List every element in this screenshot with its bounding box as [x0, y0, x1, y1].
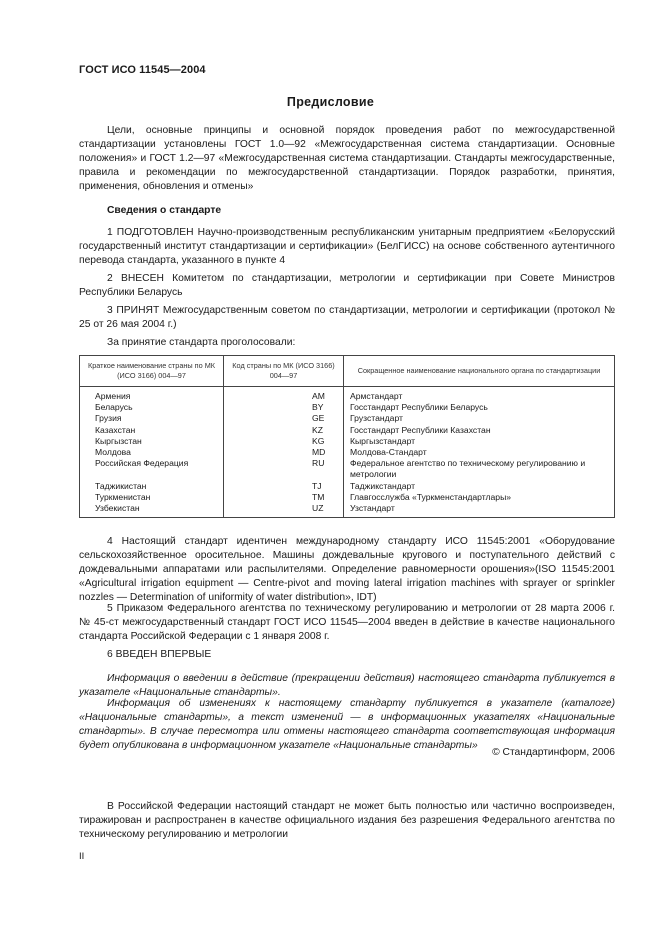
- table-row: [80, 413, 615, 424]
- table-row: [80, 425, 615, 436]
- item-first-introduced: 6 ВВЕДЕН ВПЕРВЫЕ: [107, 649, 212, 660]
- item-identical: 4 Настоящий стандарт идентичен международному стандарту ИСО 11545:2001 «Оборудование сельскохозяйственное оросительное. Машины дождевальные кругового и поступательного действий с дождевальными аппаратами или распылителями. Определение равномерности орошения»(ISO 11545:2001 «Agricultural irrigation equipment — Centre-pivot and moving lateral irrigation machines with sprayer or sprinkler nozzles — Determination of uniformity of water distribution», IDT): [79, 536, 615, 603]
- code-cell: AM: [224, 387, 344, 403]
- country-cell: Армения: [80, 387, 224, 403]
- table-row: [80, 481, 615, 492]
- code-cell: BY: [224, 402, 344, 413]
- copyright-notice: © Стандартинформ, 2006: [492, 747, 615, 758]
- voted-intro: За принятие стандарта проголосовали:: [107, 337, 296, 348]
- standards-body-cell: Федеральное агентство по техническому регулированию и метрологии: [344, 458, 615, 480]
- item-developed: 1 ПОДГОТОВЛЕН Научно-производственным республиканским унитарным предприятием «Белорусский государственный институт стандартизации и сертификации» (БелГИСС) на основе собственного аутентичного перевода стандарта, указанного в пункте 4: [79, 227, 615, 266]
- standards-body-cell: Армстандарт: [344, 387, 615, 403]
- country-cell: Молдова: [80, 447, 224, 458]
- country-cell: Российская Федерация: [80, 458, 224, 480]
- country-cell: Узбекистан: [80, 503, 224, 518]
- standards-body-cell: Молдова-Стандарт: [344, 447, 615, 458]
- standards-body-cell: Таджикстандарт: [344, 481, 615, 492]
- code-cell: GE: [224, 413, 344, 424]
- country-cell: Беларусь: [80, 402, 224, 413]
- country-cell: Казахстан: [80, 425, 224, 436]
- country-cell: Туркменистан: [80, 492, 224, 503]
- code-cell: KZ: [224, 425, 344, 436]
- legal-notice: В Российской Федерации настоящий стандарт не может быть полностью или частично воспроизведен, тиражирован и распространен в качестве официального издания без разрешения Федерального агентства по техническому регулированию и метрологии: [79, 801, 615, 840]
- standards-body-cell: Кыргызстандарт: [344, 436, 615, 447]
- section-heading: Сведения о стандарте: [107, 205, 222, 216]
- code-cell: TJ: [224, 481, 344, 492]
- table-row: [80, 447, 615, 458]
- page-number: II: [79, 851, 85, 862]
- table-row: [80, 503, 615, 518]
- table-body: [80, 387, 615, 518]
- standards-body-cell: Госстандарт Республики Беларусь: [344, 402, 615, 413]
- standards-body-cell: Грузстандарт: [344, 413, 615, 424]
- code-cell: RU: [224, 458, 344, 480]
- country-cell: Кыргызстан: [80, 436, 224, 447]
- table-header-code: Код страны по МК (ИСО 3166) 004—97: [224, 356, 344, 387]
- approvals-table: [79, 355, 615, 518]
- code-cell: KG: [224, 436, 344, 447]
- code-cell: MD: [224, 447, 344, 458]
- table-row: [80, 492, 615, 503]
- table-header-country: Краткое наименование страны по МК (ИСО 3166) 004—97: [80, 356, 224, 387]
- table-row: [80, 436, 615, 447]
- country-cell: Грузия: [80, 413, 224, 424]
- standards-body-cell: Госстандарт Республики Казахстан: [344, 425, 615, 436]
- table-row: [80, 402, 615, 413]
- table-row: [80, 458, 615, 480]
- table-row: [80, 387, 615, 403]
- item-order: 5 Приказом Федерального агентства по техническому регулированию и метрологии от 28 марта 2006 г. № 45-ст межгосударственный стандарт ГОСТ ИСО 11545—2004 введен в действие в качестве национального стандарта Российской Федерации с 1 января 2008 г.: [79, 603, 615, 642]
- info-introduction: Информация о введении в действие (прекращении действия) настоящего стандарта публикуется в указателе «Национальные стандарты».: [79, 673, 615, 698]
- item-adopted: 3 ПРИНЯТ Межгосударственным советом по стандартизации, метрологии и сертификации (протокол № 25 от 26 мая 2004 г.): [79, 305, 615, 330]
- item-introduced: 2 ВНЕСЕН Комитетом по стандартизации, метрологии и сертификации при Совете Министров Республики Беларусь: [79, 273, 615, 298]
- code-cell: UZ: [224, 503, 344, 518]
- standard-code: ГОСТ ИСО 11545—2004: [79, 64, 206, 76]
- table-header-body: Сокращенное наименование национального органа по стандартизации: [344, 356, 615, 387]
- standards-body-cell: Узстандарт: [344, 503, 615, 518]
- intro-paragraph: Цели, основные принципы и основной порядок проведения работ по межгосударственной стандартизации установлены ГОСТ 1.0—92 «Межгосударственная система стандартизации. Основные положения» и ГОСТ 1.2—97 «Межгосударственная система стандартизации. Стандарты межгосударственные, правила и рекомендации по межгосударственной стандартизации. Порядок разработки, принятия, применения, обновления и отмены»: [79, 125, 615, 192]
- code-cell: TM: [224, 492, 344, 503]
- country-cell: Таджикистан: [80, 481, 224, 492]
- standards-body-cell: Главгосслужба «Туркменстандартлары»: [344, 492, 615, 503]
- table-header-row: [80, 356, 615, 387]
- page-title: Предисловие: [286, 95, 375, 109]
- info-changes: Информация об изменениях к настоящему стандарту публикуется в указателе (каталоге) «Национальные стандарты», а текст изменений — в информационных указателях «Национальные стандарты». В случае пересмотра или отмены настоящего стандарта соответствующая информация будет опубликована в информационном указателе «Национальные стандарты»: [79, 698, 615, 751]
